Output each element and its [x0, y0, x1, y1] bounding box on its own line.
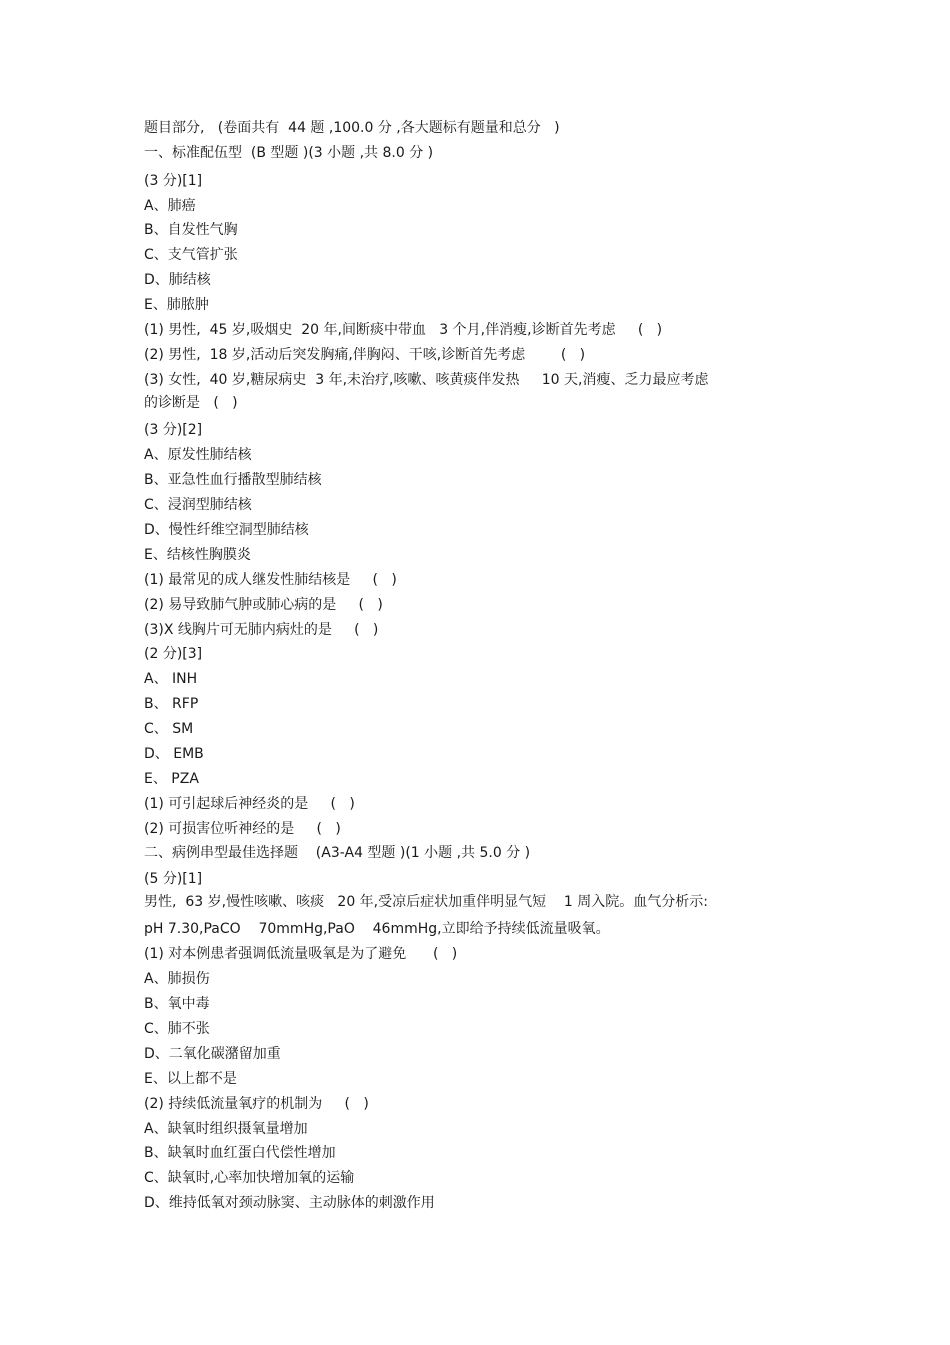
option: A、肺损伤 — [144, 971, 210, 987]
option: D、维持低氧对颈动脉窦、主动脉体的刺激作用 — [144, 1195, 435, 1211]
question-header: (3 分)[2] — [144, 422, 203, 438]
section-title-1: 一、标准配伍型 (B 型题 )(3 小题 ,共 8.0 分 ) — [144, 145, 434, 161]
sub-question: (2) 男性, 18 岁,活动后突发胸痛,伴胸闷、干咳,诊断首先考虑 ( ) — [144, 347, 586, 363]
sub-question: (1) 对本例患者强调低流量吸氧是为了避免 ( ) — [144, 946, 458, 962]
option: B、氧中毒 — [144, 996, 210, 1012]
question-header: (2 分)[3] — [144, 646, 203, 662]
option: C、支气管扩张 — [144, 247, 238, 263]
option: D、肺结核 — [144, 272, 211, 288]
sub-question: (1) 可引起球后神经炎的是 ( ) — [144, 796, 355, 812]
option: E、肺脓肿 — [144, 297, 209, 313]
sub-question: (2) 持续低流量氧疗的机制为 ( ) — [144, 1096, 369, 1112]
option: A、原发性肺结核 — [144, 447, 252, 463]
option: E、 PZA — [144, 771, 199, 787]
option: C、缺氧时,心率加快增加氧的运输 — [144, 1170, 355, 1186]
option: B、 RFP — [144, 696, 199, 712]
option: D、慢性纤维空洞型肺结核 — [144, 522, 309, 538]
option: A、肺癌 — [144, 198, 196, 214]
option: B、亚急性血行播散型肺结核 — [144, 472, 322, 488]
exam-header: 题目部分, (卷面共有 44 题 ,100.0 分 ,各大题标有题量和总分 ) — [144, 120, 560, 136]
option: D、 EMB — [144, 746, 204, 762]
option: C、浸润型肺结核 — [144, 497, 252, 513]
question-header: (5 分)[1] — [144, 871, 203, 887]
option: A、 INH — [144, 671, 198, 687]
sub-question: (1) 最常见的成人继发性肺结核是 ( ) — [144, 572, 397, 588]
sub-question: (3) 女性, 40 岁,糖尿病史 3 年,未治疗,咳嗽、咳黄痰伴发热 10 天,消瘦、乏力最应考虑 — [144, 372, 709, 388]
section-title-2: 二、病例串型最佳选择题 (A3-A4 型题 )(1 小题 ,共 5.0 分 ) — [144, 845, 531, 861]
case-description: 男性, 63 岁,慢性咳嗽、咳痰 20 年,受凉后症状加重伴明显气短 1 周入院。血气分析示: — [144, 894, 709, 910]
option: E、以上都不是 — [144, 1071, 237, 1087]
option: C、 SM — [144, 721, 194, 737]
sub-question-continuation: 的诊断是 ( ) — [144, 395, 238, 411]
sub-question: (2) 可损害位听神经的是 ( ) — [144, 821, 341, 837]
option: D、二氧化碳潴留加重 — [144, 1046, 281, 1062]
option: A、缺氧时组织摄氧量增加 — [144, 1121, 308, 1137]
sub-question: (1) 男性, 45 岁,吸烟史 20 年,间断痰中带血 3 个月,伴消瘦,诊断首先考虑 ( ) — [144, 322, 663, 338]
sub-question: (3)X 线胸片可无肺内病灶的是 ( ) — [144, 622, 379, 638]
option: C、肺不张 — [144, 1021, 210, 1037]
option: B、自发性气胸 — [144, 222, 238, 238]
question-header: (3 分)[1] — [144, 173, 203, 189]
option: E、结核性胸膜炎 — [144, 547, 251, 563]
sub-question: (2) 易导致肺气肿或肺心病的是 ( ) — [144, 597, 383, 613]
option: B、缺氧时血红蛋白代偿性增加 — [144, 1145, 336, 1161]
case-description-continuation: pH 7.30,PaCO 70mmHg,PaO 46mmHg,立即给予持续低流量吸氧。 — [144, 921, 610, 937]
